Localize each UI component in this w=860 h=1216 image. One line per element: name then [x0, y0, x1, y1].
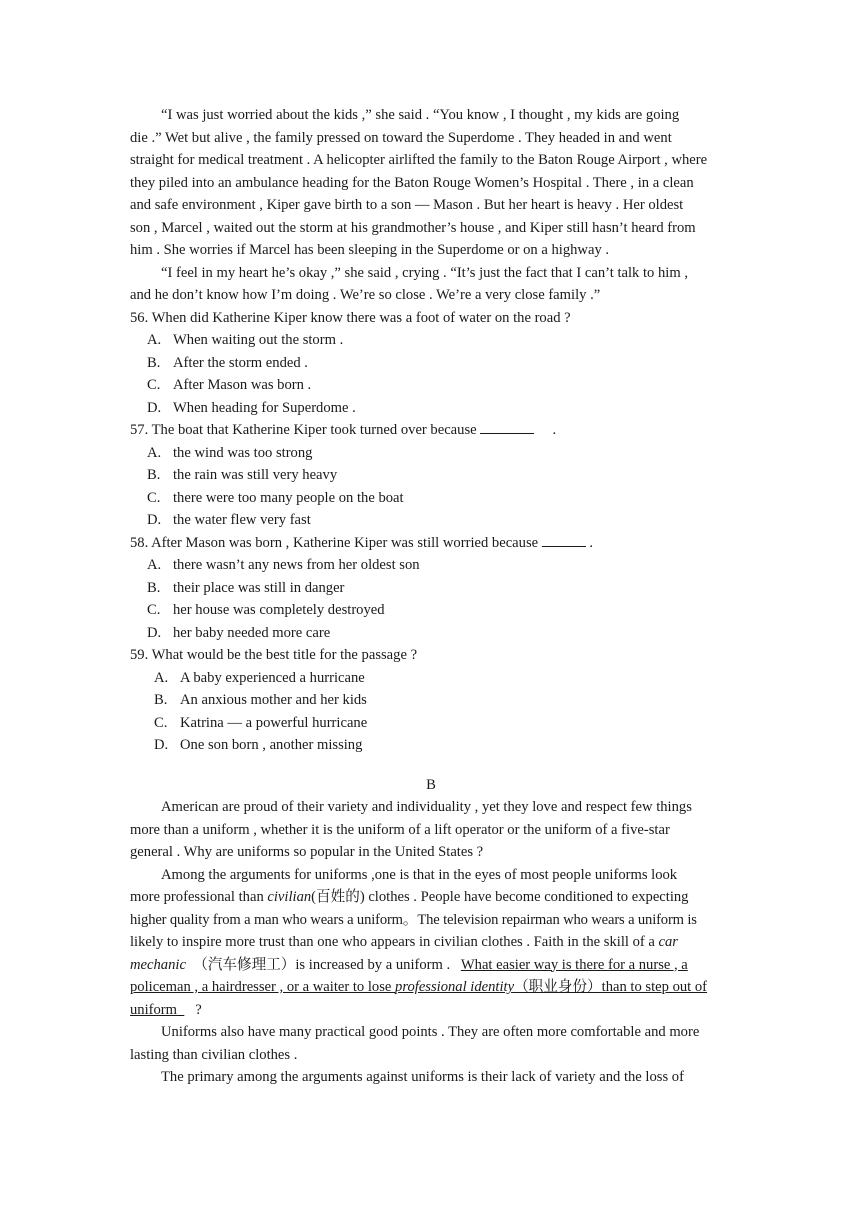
passage-a-paragraph-1	[130, 104, 732, 262]
question-stem: 56. When did Katherine Kiper know there was a foot of water on the road ?	[130, 309, 571, 326]
text-line: “I feel in my heart he’s okay ,” she said , crying . “It’s just the fact that I can’t talk to him ,	[161, 264, 688, 281]
passage-b-paragraph-2	[130, 864, 732, 1022]
passage-b-paragraph-1	[130, 796, 732, 864]
text-line: general . Why are uniforms so popular in the United States ?	[130, 844, 484, 860]
option-c: C. there were too many people on the boat	[147, 489, 404, 506]
question-59	[130, 644, 732, 757]
question-stem: 57. The boat that Katherine Kiper took turned over because .	[130, 419, 732, 442]
italic-term: car	[658, 934, 678, 950]
option-a: A. the wind was too strong	[147, 444, 313, 461]
question-stem: 59. What would be the best title for the passage ?	[130, 647, 418, 663]
text-line: straight for medical treatment . A helicopter airlifted the family to the Baton Rouge Airport , where	[130, 152, 708, 168]
italic-term: mechanic	[130, 956, 186, 973]
text-line: “I was just worried about the kids ,” she said . “You know , I thought , my kids are going	[161, 107, 680, 123]
answer-blank	[542, 532, 586, 547]
text-line: him . She worries if Marcel has been sleeping in the Superdome or on a highway .	[130, 242, 610, 258]
option-a: A. there wasn’t any news from her oldest son	[147, 557, 420, 573]
text-line: and safe environment , Kiper gave birth to a son — Mason . But her heart is heavy . Her oldest	[130, 197, 684, 213]
text-line: and he don’t know how I’m doing . We’re so close . We’re a very close family .”	[130, 287, 601, 303]
document-page	[130, 104, 732, 1089]
text-line: die .” Wet but alive , the family pressed on toward the Superdome . They headed in and went	[130, 129, 672, 146]
question-57	[130, 419, 732, 532]
text-line: Among the arguments for uniforms ,one is that in the eyes of most people uniforms look	[161, 866, 678, 883]
section-heading: B	[426, 776, 436, 793]
passage-a-paragraph-2	[130, 262, 732, 307]
underlined-sentence: What easier way is there for a nurse , a	[460, 956, 688, 973]
option-b: B. After the storm ended .	[147, 354, 308, 371]
option-a: A. A baby experienced a hurricane	[154, 669, 365, 686]
question-56	[130, 307, 732, 420]
option-c: C. Katrina — a powerful hurricane	[154, 714, 368, 731]
text-line: uniform ?	[130, 1001, 202, 1018]
text-line: more professional than civilian(百姓的) clothes . People have become conditioned to expecting	[130, 889, 689, 905]
italic-term: civilian	[267, 889, 312, 905]
option-d: D. her baby needed more care	[147, 624, 331, 641]
option-a: A. When waiting out the storm .	[147, 332, 344, 348]
option-d: D. When heading for Superdome .	[147, 399, 356, 416]
text-line: lasting than civilian clothes .	[130, 1046, 298, 1063]
underlined-sentence: policeman , a hairdresser , or a waiter to lose professional identity（职业身份）than to step out of	[130, 979, 708, 995]
text-line: more than a uniform , whether it is the uniform of a lift operator or the uniform of a five-star	[130, 821, 670, 838]
question-58	[130, 532, 732, 645]
text-line: Uniforms also have many practical good points . They are often more comfortable and more	[161, 1024, 700, 1040]
option-c: C. her house was completely destroyed	[147, 602, 385, 618]
option-c: C. After Mason was born .	[147, 377, 312, 393]
text-line: The primary among the arguments against uniforms is their lack of variety and the loss of	[161, 1069, 684, 1085]
text-line: American are proud of their variety and individuality , yet they love and respect few things	[161, 799, 692, 815]
text-line: they piled into an ambulance heading for the Baton Rouge Women’s Hospital . There , in a clean	[130, 174, 694, 191]
option-b: B. their place was still in danger	[147, 579, 345, 596]
text-line: mechanic （汽车修理工）is increased by a uniform . What easier way is there for a nurse , a	[130, 956, 688, 973]
option-d: D. the water flew very fast	[147, 512, 311, 528]
passage-b-paragraph-3	[130, 1021, 732, 1066]
answer-blank	[480, 419, 534, 434]
option-d: D. One son born , another missing	[154, 737, 363, 753]
text-line: likely to inspire more trust than one who appears in civilian clothes . Faith in the skill of a car	[130, 934, 678, 950]
underlined-sentence: uniform	[130, 1001, 178, 1018]
text-line: son , Marcel , waited out the storm at his grandmother’s house , and Kiper still hasn’t heard from	[130, 219, 696, 236]
question-stem: 58. After Mason was born , Katherine Kiper was still worried because .	[130, 532, 732, 555]
text-line: higher quality from a man who wears a uniform。The television repairman who wears a uniform is	[130, 911, 697, 928]
option-b: B. An anxious mother and her kids	[154, 692, 367, 708]
passage-b-paragraph-4	[130, 1066, 732, 1089]
option-b: B. the rain was still very heavy	[147, 467, 338, 483]
